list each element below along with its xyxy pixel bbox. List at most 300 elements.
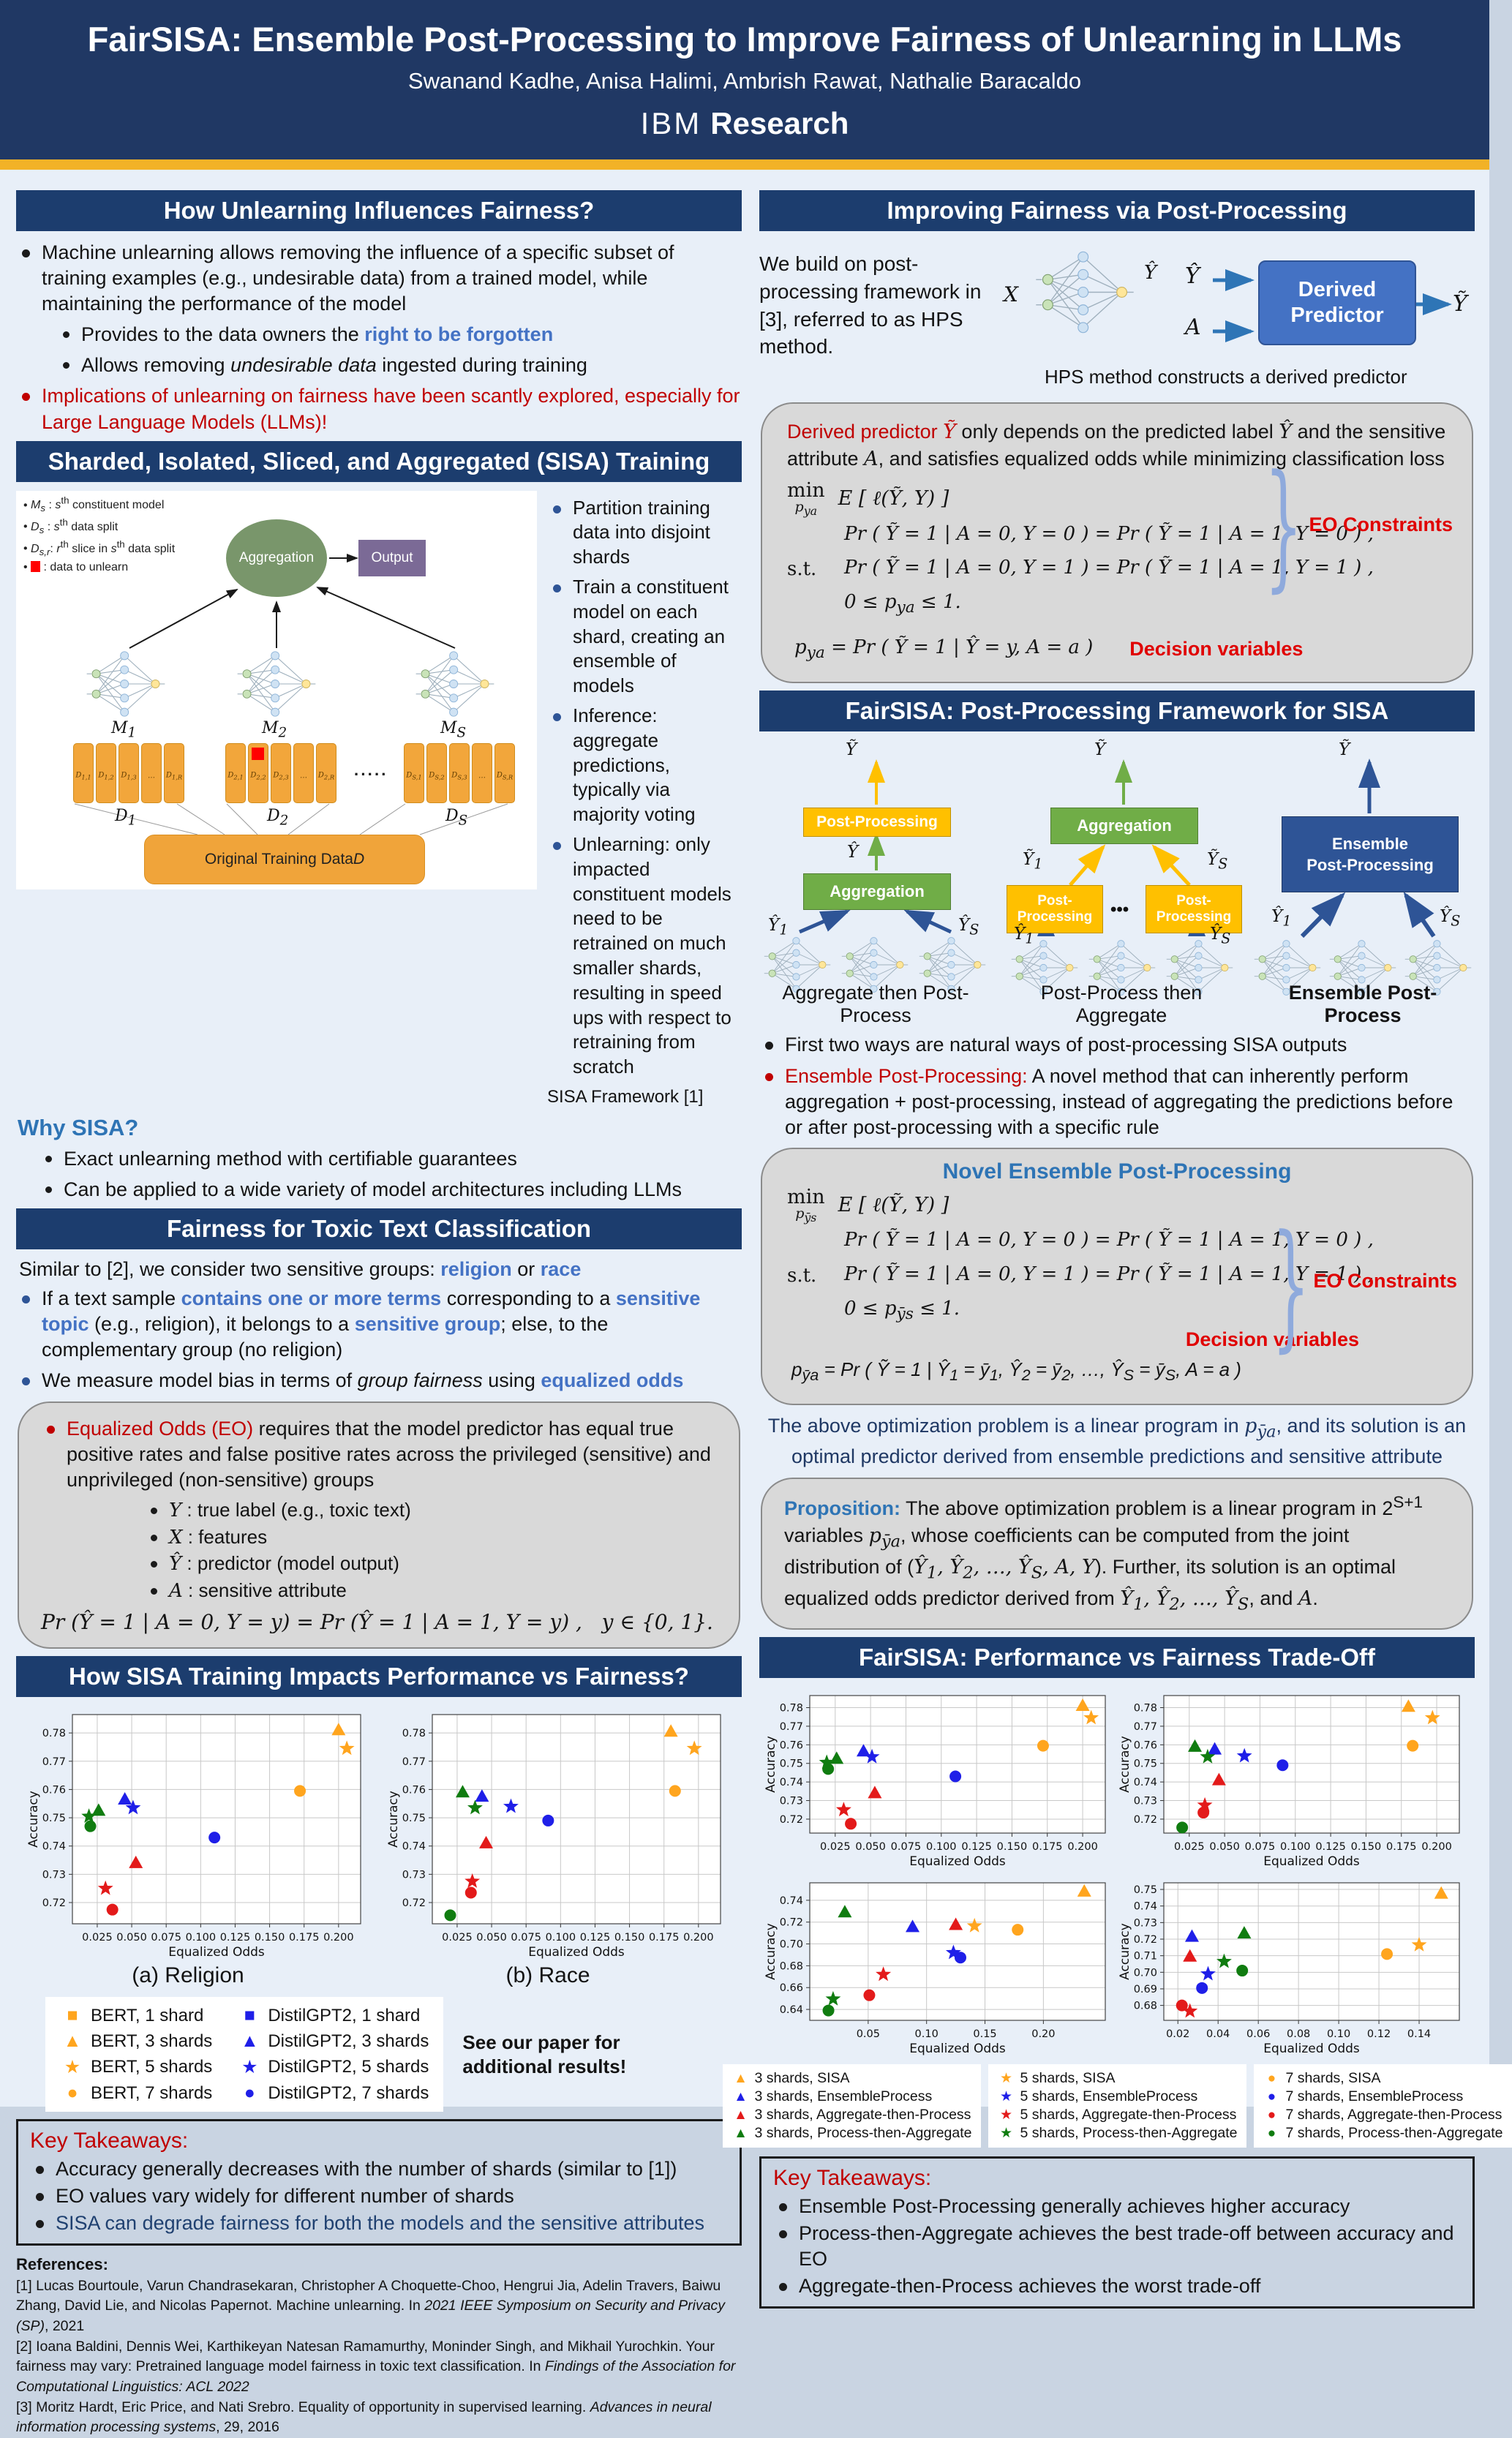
svg-text:Equalized Odds: Equalized Odds: [1263, 1854, 1360, 1870]
svg-text:0.75: 0.75: [1133, 1884, 1157, 1897]
svg-text:0.100: 0.100: [545, 1932, 576, 1944]
slice: $D_{2,2}$: [248, 743, 268, 803]
postprocessing-box: Post-Processing: [1007, 885, 1103, 933]
eo-constraints-label: EO Constraints: [1313, 1269, 1457, 1292]
ytilde-out: Ỹ: [1094, 740, 1106, 760]
hps-caption: HPS method constructs a derived predictor: [1045, 366, 1407, 388]
shard-1-slices: [73, 743, 184, 803]
yhatS-label: $Ŷ_S$: [1210, 925, 1231, 948]
min-operator: min $p_{ȳs}$: [787, 1185, 825, 1224]
svg-text:0.075: 0.075: [890, 1841, 922, 1854]
svg-text:0.175: 0.175: [1031, 1841, 1063, 1854]
ytilde-out: Ỹ: [1339, 740, 1350, 760]
model-1-label: $M_1$: [111, 718, 137, 741]
legend-item: ▲ BERT, 3 shards: [60, 2031, 212, 2052]
references-title: References:: [16, 2255, 108, 2274]
research-wordmark: Research: [710, 106, 849, 140]
svg-text:0.71: 0.71: [1133, 1950, 1157, 1963]
bullet: First two ways are natural ways of post-processing SISA outputs: [759, 1032, 1475, 1058]
hps-box-text: Derived predictor Ỹ only depends on the predicted label Ŷ and the sensitive attribute A, and satisfies equalized odds while minimizing classification loss: [787, 421, 1446, 471]
svg-text:0.76: 0.76: [42, 1784, 66, 1796]
svg-text:0.73: 0.73: [1133, 1795, 1157, 1807]
svg-text:0.025: 0.025: [820, 1841, 851, 1854]
right-takeaways-box: [759, 2156, 1475, 2309]
svg-text:0.20: 0.20: [1031, 2028, 1056, 2041]
svg-text:Accuracy: Accuracy: [764, 1923, 778, 1980]
ensemble-math-box: [761, 1148, 1473, 1406]
slice: $D_{1,R}$: [164, 743, 184, 803]
legend-item: ★ 5 shards, Aggregate-then-Process: [997, 2107, 1238, 2123]
original-training-data: Original Training Data D: [144, 835, 425, 884]
svg-text:0.150: 0.150: [1350, 1841, 1382, 1854]
caption-religion: (a) Religion: [132, 1963, 244, 1988]
square-marker-icon: ■: [244, 2005, 255, 2026]
legend-item: ▲ 3 shards, Process-then-Aggregate: [731, 2125, 972, 2142]
shard-2-label: $D_2$: [267, 806, 289, 829]
svg-text:0.72: 0.72: [779, 1916, 803, 1929]
sisa-bullets: [547, 491, 742, 1107]
chart-religion: [27, 1706, 371, 1962]
svg-text:0.74: 0.74: [42, 1840, 66, 1853]
bullet-dot: [553, 842, 561, 850]
hps-row: [759, 240, 1475, 395]
svg-text:0.72: 0.72: [1133, 1934, 1157, 1946]
sisa-legend: [23, 494, 175, 576]
svg-text:0.10: 0.10: [1326, 2028, 1351, 2041]
svg-text:0.73: 0.73: [779, 1795, 803, 1807]
svg-text:0.175: 0.175: [288, 1932, 320, 1944]
bullet-dot: [36, 2220, 44, 2228]
legend-item: ▲ 3 shards, EnsembleProcess: [731, 2088, 972, 2105]
why-sisa-title: Why SISA?: [18, 1114, 139, 1140]
legend-item: ■ BERT, 1 shard: [60, 2005, 212, 2026]
slice: $D_{1,3}$: [119, 743, 139, 803]
circle-marker-icon: ●: [1267, 2125, 1276, 2141]
gold-divider: [0, 159, 1489, 170]
bullet-dot: [553, 505, 561, 513]
legend-item: ● 7 shards, Aggregate-then-Process: [1263, 2107, 1503, 2123]
triangle-marker-icon: ▲: [734, 2088, 748, 2104]
bullet-dot: [22, 1295, 30, 1303]
bullet-dot: [553, 713, 561, 721]
legend-item: ★ DistilGPT2, 5 shards: [237, 2056, 429, 2078]
bullet: [16, 353, 742, 378]
circle-marker-icon: ●: [1267, 2107, 1276, 2123]
bullet: Exact unlearning method with certifiable guarantees: [16, 1146, 742, 1172]
nn-model-1: [82, 650, 170, 718]
bullet: Y : true label (e.g., toxic text): [41, 1498, 717, 1524]
slice: $D_{S,3}$: [449, 743, 470, 803]
yhat-small-label: Ŷ: [1144, 262, 1157, 284]
slice: $D_{1,2}$: [96, 743, 116, 803]
hps-diagram: [1001, 240, 1469, 395]
svg-text:0.74: 0.74: [402, 1840, 426, 1853]
svg-text:0.200: 0.200: [323, 1932, 354, 1944]
pipeline-postprocess-then-aggregate: [1001, 740, 1242, 1027]
section-postprocessing-title: Improving Fairness via Post-Processing: [759, 190, 1475, 231]
svg-text:0.100: 0.100: [926, 1841, 957, 1854]
svg-text:0.125: 0.125: [1315, 1841, 1346, 1854]
bullet-dot: [779, 2283, 787, 2291]
svg-text:0.73: 0.73: [1133, 1917, 1157, 1930]
triangle-marker-icon: ▲: [734, 2070, 748, 2086]
legend-item: ★ BERT, 5 shards: [60, 2056, 212, 2078]
section-fairsisa-framework-title: FairSISA: Post-Processing Framework for SISA: [759, 691, 1475, 731]
svg-text:0.050: 0.050: [116, 1932, 147, 1944]
slice: $D_{S,R}$: [494, 743, 515, 803]
bullet-dot: [45, 1156, 52, 1162]
star-marker-icon: ★: [999, 2071, 1013, 2087]
left-charts: [16, 1706, 742, 1962]
proposition-text: Proposition: The above optimization problem is a linear program in $2^{S+1}$ variables $p_{ȳa}$, whose coefficients can be computed from the joint distribution of ($Ŷ_1$, $Ŷ_2$, …, $Ŷ_S$, A, Y). Further, its solution is an optimal equalized odds predictor derived from $Ŷ_1$, $Ŷ_2$, …, $Ŷ_S$, and A.: [784, 1492, 1423, 1614]
svg-text:0.78: 0.78: [42, 1728, 66, 1740]
left-column: [16, 184, 742, 2438]
equalized-odds-box: [18, 1402, 740, 1649]
legend-line: • $D_s$ : $s^{th}$ data split: [23, 516, 119, 535]
svg-text:0.72: 0.72: [1133, 1814, 1157, 1826]
x-label: X: [1004, 282, 1018, 306]
ytildeS-label: Ỹ$_S$: [1207, 850, 1228, 873]
bullet: We measure model bias in terms of group fairness using equalized odds: [16, 1368, 742, 1393]
ensemble-box-title: Novel Ensemble Post-Processing: [942, 1159, 1292, 1184]
circle-marker-icon: ●: [244, 2083, 255, 2104]
svg-text:Accuracy: Accuracy: [764, 1736, 778, 1793]
bullet-dot: [151, 1561, 157, 1568]
triangle-marker-icon: ▲: [63, 2031, 82, 2052]
legend-7-shards: [1254, 2064, 1512, 2148]
objective-row: [787, 478, 1447, 518]
eo-formula: Pr (Ŷ = 1 | A = 0, Y = y) = Pr (Ŷ = 1 | A = 1, Y = y) , y ∈ {0, 1}.: [41, 1610, 713, 1635]
chart-legend: [45, 1997, 443, 2112]
left-legend-row: [45, 1997, 742, 2112]
svg-text:0.74: 0.74: [1133, 1900, 1157, 1913]
shard-2-slices: [225, 743, 336, 803]
svg-text:0.150: 0.150: [996, 1841, 1028, 1854]
poster-authors: Swanand Kadhe, Anisa Halimi, Ambrish Rawat, Nathalie Baracaldo: [407, 68, 1082, 94]
shard-1-label: $D_1$: [115, 806, 137, 829]
dots: •••: [1110, 900, 1129, 920]
bound-constraint: $0 \le p_{ya} \le 1$.: [844, 591, 961, 617]
svg-text:Accuracy: Accuracy: [1118, 1736, 1132, 1793]
derived-predictor-box: Derived Predictor: [1258, 260, 1416, 345]
svg-text:0.06: 0.06: [1246, 2028, 1271, 2041]
legend-item: ● DistilGPT2, 7 shards: [237, 2083, 429, 2104]
bullet-dot: [779, 2203, 787, 2211]
legend-item: ● 7 shards, EnsembleProcess: [1263, 2088, 1503, 2105]
proposition-box: [761, 1478, 1473, 1630]
svg-text:0.77: 0.77: [402, 1756, 426, 1768]
aggregation-box: Aggregation: [1050, 808, 1198, 844]
bullet-dot: [63, 331, 69, 338]
legend-item: ▲ 3 shards, Aggregate-then-Process: [731, 2107, 972, 2123]
bullet: Unlearning: only impacted constituent models need to be retrained on much smaller shards, resulting in speed ups with respect to retraining from scratch: [547, 832, 742, 1080]
bullet-dot: [22, 249, 30, 257]
svg-text:0.025: 0.025: [1174, 1841, 1205, 1854]
star-marker-icon: ★: [241, 2057, 258, 2078]
svg-text:Equalized Odds: Equalized Odds: [909, 1854, 1006, 1870]
svg-text:0.14: 0.14: [1407, 2028, 1432, 2041]
tradeoff-legends: [734, 2064, 1503, 2148]
right-column: [734, 184, 1503, 2314]
bullet-dot: [151, 1588, 157, 1595]
postprocessing-box: Post-Processing: [1146, 885, 1242, 933]
references: [16, 2253, 742, 2438]
slice: $D_{2,3}$: [271, 743, 291, 803]
bullet: Equalized Odds (EO) requires that the model predictor has equal true positive rates and false positive rates across the privileged (sensitive) and unprivileged (non-sensitive) groups: [41, 1416, 717, 1493]
svg-text:0.15: 0.15: [973, 2028, 997, 2041]
svg-text:0.025: 0.025: [82, 1932, 113, 1944]
min-operator: min $p_{ya}$: [787, 478, 825, 518]
svg-text:0.77: 0.77: [779, 1721, 803, 1734]
svg-text:0.125: 0.125: [961, 1841, 992, 1854]
shard-s-label: $D_S$: [445, 806, 468, 829]
star-marker-icon: ★: [999, 2126, 1013, 2142]
svg-text:0.77: 0.77: [42, 1756, 66, 1768]
section-tradeoff-title: FairSISA: Performance vs Fairness Trade-Off: [759, 1637, 1475, 1678]
svg-text:0.100: 0.100: [1280, 1841, 1311, 1854]
svg-text:0.075: 0.075: [511, 1932, 541, 1944]
bullet-dot: [45, 1186, 52, 1193]
svg-text:0.10: 0.10: [914, 2028, 939, 2041]
nn-model-s: [411, 650, 499, 718]
bullet: SISA can degrade fairness for both the models and the sensitive attributes: [30, 2211, 728, 2236]
takeaways-title: Key Takeaways:: [773, 2166, 932, 2191]
svg-text:0.075: 0.075: [151, 1932, 181, 1944]
svg-text:0.74: 0.74: [1133, 1777, 1157, 1789]
bullet-dot: [151, 1508, 157, 1514]
svg-text:0.05: 0.05: [856, 2028, 880, 2041]
bullet: X : features: [41, 1525, 717, 1551]
bullet: Can be applied to a wide variety of model architectures including LLMs: [16, 1177, 742, 1203]
tradeoff-charts: [759, 1687, 1475, 2058]
legend-item: ■ DistilGPT2, 1 shard: [237, 2005, 429, 2026]
legend-item: ★ 5 shards, Process-then-Aggregate: [997, 2125, 1238, 2142]
svg-text:0.150: 0.150: [614, 1932, 645, 1944]
bullet: EO values vary widely for different number of shards: [30, 2183, 728, 2209]
slice: $D_{S,2}$: [426, 743, 447, 803]
ibm-research-logo: [0, 106, 1489, 141]
svg-text:0.78: 0.78: [402, 1728, 426, 1740]
legend-item: ▲ 3 shards, SISA: [731, 2070, 972, 2087]
reference-3: [3] Moritz Hardt, Eric Price, and Nati Srebro. Equality of opportunity in supervised learning. Advances in neural information processing systems, 29, 2016: [16, 2399, 712, 2436]
triangle-marker-icon: ▲: [240, 2031, 259, 2052]
subject-to: s.t.: [787, 558, 817, 581]
sisa-row: [16, 491, 742, 1107]
svg-text:0.74: 0.74: [779, 1895, 803, 1907]
bullet-dot: [63, 362, 69, 369]
bullet-text: Machine unlearning allows removing the influence of a specific subset of training examples (e.g., undesirable data) from a trained model, while maintaining the performance of the model: [42, 241, 674, 315]
svg-text:0.68: 0.68: [1133, 2000, 1157, 2012]
objective-row: [787, 1187, 1447, 1224]
ibm-logo: IBM: [640, 106, 702, 140]
see-paper-note: See our paper for additional results!: [462, 2031, 627, 2077]
bullet-dot: [779, 2230, 787, 2238]
svg-text:0.075: 0.075: [1244, 1841, 1276, 1854]
legend-item: ★ 5 shards, SISA: [997, 2070, 1238, 2087]
legend-3-shards: [723, 2064, 981, 2148]
ytilde-out: Ỹ: [846, 740, 857, 760]
svg-text:0.025: 0.025: [442, 1932, 473, 1944]
ensemble-postprocessing-box: Ensemble Post-Processing: [1282, 816, 1459, 892]
svg-text:0.02: 0.02: [1166, 2028, 1190, 2041]
svg-text:0.72: 0.72: [402, 1897, 426, 1910]
pipeline-caption: Aggregate then Post-Process: [782, 982, 969, 1027]
yhat1-label: $Ŷ_1$: [1271, 907, 1292, 930]
svg-text:Equalized Odds: Equalized Odds: [168, 1945, 265, 1960]
bound-constraint: $0 \le p_{ȳs} \le 1$.: [844, 1298, 960, 1324]
bullet-dot: [22, 393, 30, 401]
legend-item: ★ 5 shards, EnsembleProcess: [997, 2088, 1238, 2105]
bullet: [16, 383, 742, 434]
model-2-label: $M_2$: [262, 718, 287, 741]
svg-text:0.050: 0.050: [855, 1841, 886, 1854]
slice: …: [472, 743, 492, 803]
svg-text:0.200: 0.200: [1067, 1841, 1098, 1854]
legend-item: ● 7 shards, Process-then-Aggregate: [1263, 2125, 1503, 2142]
yhatS-label: $Ŷ_S$: [1440, 907, 1461, 930]
section-how-unlearning-title: How Unlearning Influences Fairness?: [16, 190, 742, 231]
svg-text:0.75: 0.75: [1133, 1758, 1157, 1770]
svg-text:0.64: 0.64: [779, 2004, 803, 2017]
svg-text:0.72: 0.72: [42, 1897, 66, 1910]
pipeline-caption: Ensemble Post-Process: [1288, 982, 1437, 1027]
triangle-marker-icon: ▲: [734, 2125, 748, 2141]
section-sisa-impact-title: How SISA Training Impacts Performance vs Fairness?: [16, 1656, 742, 1697]
pipeline-caption: Post-Process then Aggregate: [1040, 982, 1203, 1027]
bullet: If a text sample contains one or more terms corresponding to a sensitive topic (e.g., religion), it belongs to a sensitive group; else, to the complementary group (no religion): [16, 1286, 742, 1363]
svg-text:Accuracy: Accuracy: [386, 1791, 401, 1848]
svg-text:0.200: 0.200: [683, 1932, 714, 1944]
svg-text:0.76: 0.76: [402, 1784, 426, 1796]
legend-line: • : data to unlearn: [23, 561, 129, 574]
yhat1-label: $Ŷ_1$: [768, 916, 789, 939]
bullet-dot: [765, 1073, 773, 1081]
chart-race: [387, 1706, 731, 1962]
svg-text:0.69: 0.69: [1133, 1984, 1157, 1996]
svg-text:0.66: 0.66: [779, 1982, 803, 1995]
slice: $D_{2,1}$: [225, 743, 246, 803]
bullet: Partition training data into disjoint shards: [547, 496, 742, 570]
bullet-dot: [36, 2193, 44, 2201]
chart-tradeoff-religion: [764, 1687, 1116, 1871]
bullet: Accuracy generally decreases with the number of shards (similar to [1]): [30, 2156, 728, 2182]
bullet: [16, 240, 742, 317]
legend-5-shards: [988, 2064, 1246, 2148]
eo-constraint-1: Pr ( Ỹ = 1 | A = 0, Y = 0 ) = Pr ( Ỹ = 1 | A = 1, Y = 0 ) ,: [844, 1229, 1374, 1252]
bullet: Process-then-Aggregate achieves the best trade-off between accuracy and EO: [773, 2221, 1461, 2272]
chart-tradeoff-bottom-left: [764, 1874, 1116, 2058]
slice: $D_{S,1}$: [404, 743, 424, 803]
yhatS-label: $Ŷ_S$: [958, 916, 979, 939]
chart-captions: [16, 1962, 742, 1988]
legend-item: ● 7 shards, SISA: [1263, 2070, 1503, 2087]
circle-marker-icon: ●: [1267, 2070, 1276, 2086]
bullet-dot: [553, 584, 561, 592]
slice: …: [141, 743, 162, 803]
svg-text:0.78: 0.78: [779, 1702, 803, 1715]
star-marker-icon: ★: [64, 2057, 81, 2078]
svg-text:0.04: 0.04: [1206, 2028, 1230, 2041]
pipelines-diagram: [759, 740, 1475, 1027]
section-fairness-title: Fairness for Toxic Text Classification: [16, 1208, 742, 1249]
svg-text:Equalized Odds: Equalized Odds: [528, 1945, 625, 1960]
legend-line: • $M_s$ : $s^{th}$ constituent model: [23, 494, 165, 514]
aggregation-node: Aggregation: [226, 519, 327, 597]
bullet-text: Provides to the data owners the right to be forgotten: [81, 323, 554, 346]
constraints-brace: }: [1271, 1206, 1310, 1366]
decision-variables-label: Decision variables: [1129, 637, 1304, 660]
svg-text:0.125: 0.125: [579, 1932, 611, 1944]
svg-text:0.70: 0.70: [1133, 1967, 1157, 1979]
sisa-diagram: [16, 491, 537, 889]
bullet-dot: [151, 1535, 157, 1541]
unlearn-data-marker: [252, 748, 264, 760]
objective: E [ ℓ(Ỹ, Y) ]: [838, 487, 949, 511]
bullet-dot: [22, 1377, 30, 1385]
objective: E [ ℓ(Ỹ, Y) ]: [838, 1194, 949, 1217]
poster-title: FairSISA: Ensemble Post-Processing to Improve Fairness of Unlearning in LLMs: [87, 20, 1402, 59]
svg-text:0.73: 0.73: [402, 1869, 426, 1881]
ellipsis: ·····: [354, 764, 388, 783]
svg-text:Equalized Odds: Equalized Odds: [1263, 2042, 1360, 2057]
bullet: Train a constituent model on each shard, creating an ensemble of models: [547, 575, 742, 699]
a-input-label: A: [1185, 315, 1201, 340]
bullet-dot: [47, 1426, 55, 1434]
left-takeaways-box: [16, 2119, 742, 2246]
constraints-brace: }: [1264, 446, 1303, 606]
bullet: Ensemble Post-Processing: A novel method that can inherently perform aggregation + post-processing, instead of aggregating the predictions before or after post-processing with a specific rule: [759, 1064, 1475, 1140]
shard-s-slices: [404, 743, 515, 803]
circle-marker-icon: ●: [67, 2083, 78, 2104]
square-marker-icon: ■: [67, 2005, 78, 2026]
svg-text:0.73: 0.73: [42, 1869, 66, 1881]
decision-variables-label: Decision variables: [1185, 1328, 1359, 1351]
circle-marker-icon: ●: [1267, 2088, 1276, 2104]
svg-text:0.75: 0.75: [402, 1813, 426, 1825]
svg-text:0.200: 0.200: [1421, 1841, 1452, 1854]
yhat1-label: $Ŷ_1$: [1014, 925, 1034, 948]
reference-2: [2] Ioana Baldini, Dennis Wei, Karthikeyan Natesan Ramamurthy, Moninder Singh, and Mikhail Yurochkin. Your fairness may vary: Pretrained language model fairness in toxic text classification. In Findings of the Association for Computational Linguistics: ACL 2022: [16, 2338, 736, 2395]
chart-tradeoff-bottom-right: [1118, 1874, 1470, 2058]
bullet: Ŷ : predictor (model output): [41, 1551, 717, 1577]
decision-variable: $p_{ya} = Pr$ ( Ỹ = 1 | Ŷ = y, A = a ): [794, 636, 1094, 663]
hps-math-box: [761, 402, 1473, 683]
svg-text:0.75: 0.75: [779, 1758, 803, 1770]
postprocessing-box: Post-Processing: [803, 808, 951, 837]
svg-text:0.68: 0.68: [779, 1960, 803, 1973]
yhat-input-label: Ŷ: [1185, 263, 1200, 289]
svg-text:Equalized Odds: Equalized Odds: [909, 2042, 1006, 2057]
svg-text:Accuracy: Accuracy: [1118, 1923, 1132, 1980]
bullet-dot: [765, 1042, 773, 1050]
svg-text:0.76: 0.76: [1133, 1739, 1157, 1752]
pipeline-ensemble-postprocess: [1251, 740, 1475, 1027]
output-node: Output: [358, 540, 426, 576]
reference-1: [1] Lucas Bourtoule, Varun Chandrasekaran, Christopher A Choquette-Choo, Hengrui Jia, Adelin Travers, Baiwu Zhang, David Lie, and Nicolas Papernot. Machine unlearning. In 2021 IEEE Symposium on Security and Privacy (SP), 2021: [16, 2277, 726, 2334]
svg-text:0.175: 0.175: [1385, 1841, 1417, 1854]
svg-text:0.050: 0.050: [476, 1932, 507, 1944]
eo-constraints-label: EO Constraints: [1309, 513, 1453, 535]
decision-variable-row: [787, 631, 1447, 667]
legend-item: ▲ DistilGPT2, 3 shards: [237, 2031, 429, 2052]
star-marker-icon: ★: [999, 2089, 1013, 2105]
legend-item: ● BERT, 7 shards: [60, 2083, 212, 2104]
svg-text:0.74: 0.74: [779, 1777, 803, 1789]
svg-text:0.75: 0.75: [42, 1813, 66, 1825]
unlearn-swatch: [31, 561, 40, 572]
hps-intro: We build on post-processing framework in [3], referred to as HPS method.: [759, 252, 982, 358]
bullet-text: Allows removing undesirable data ingested during training: [81, 354, 587, 377]
